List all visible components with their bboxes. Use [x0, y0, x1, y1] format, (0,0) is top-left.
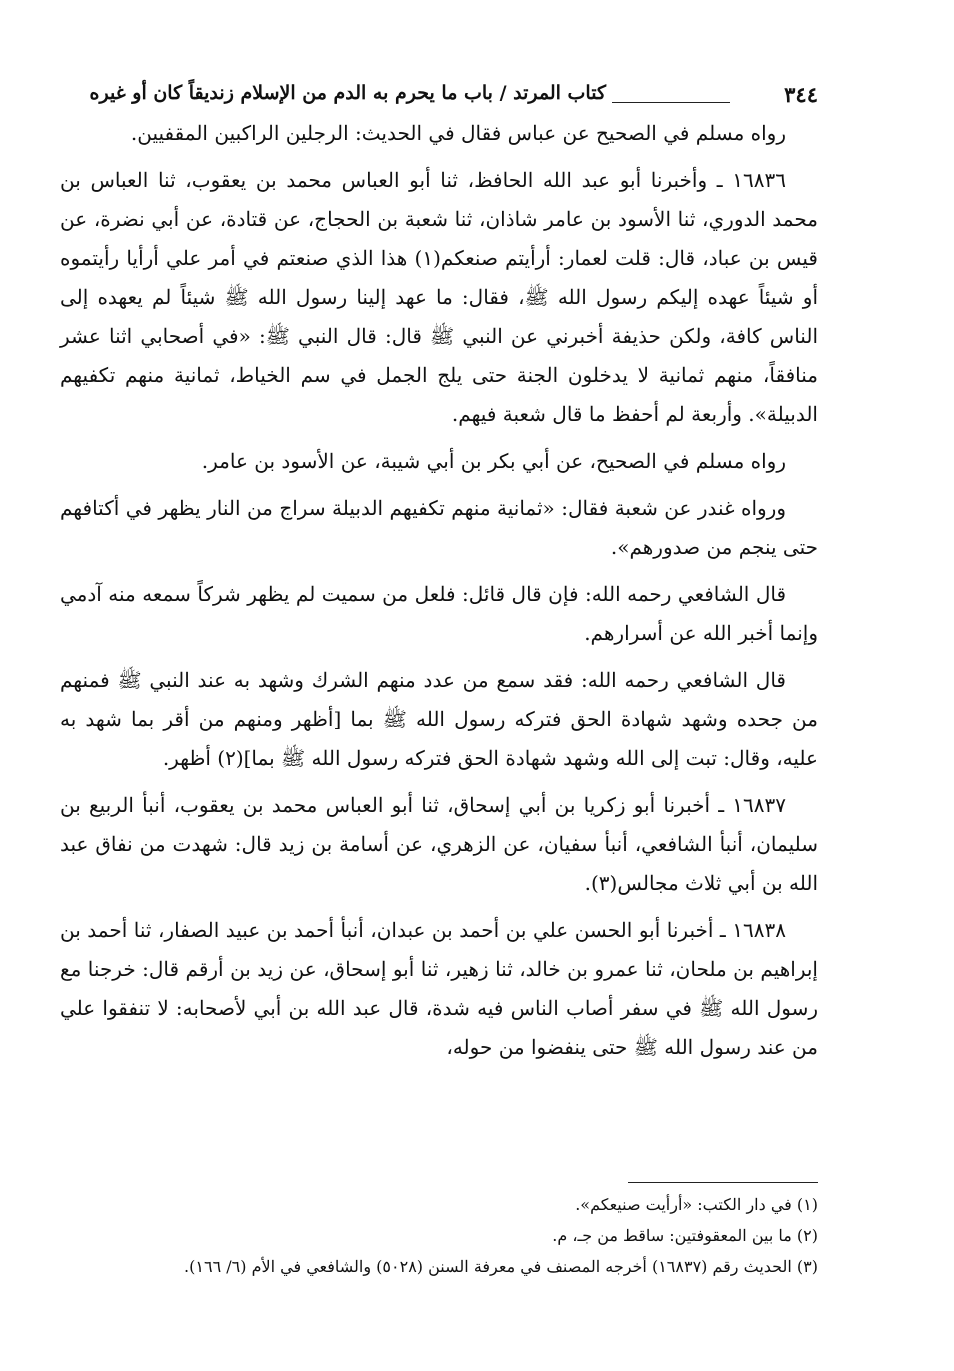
paragraph: رواه مسلم في الصحيح، عن أبي بكر بن أبي شيبة، عن الأسود بن عامر. [201, 449, 786, 473]
paragraph: رواه مسلم في الصحيح عن عباس فقال في الحديث: الرجلين الراكبين المقفيين. [130, 121, 786, 145]
paragraph: قال الشافعي رحمه الله: فقد سمع من عدد منهم الشرك وشهد به عند النبي ﷺ فمنهم من جحده وشهد شهادة الحق فتركه رسول الله ﷺ بما [أظهر ومنهم من أقر بما شهد به عليه، وقال: تبت إلى الله وشهد شهادة الحق فتركه رسول الله ﷺ بما](٢) أظهر. [60, 668, 818, 770]
hadith-16837: ١٦٨٣٧ ـ أخبرنا أبو زكريا بن أبي إسحاق، ثنا أبو العباس محمد بن يعقوب، أنبأ الربيع بن سليمان، أنبأ الشافعي، أنبأ سفيان، عن الزهري، عن أسامة بن زيد قال: شهدت من نفاق عبد الله بن أبي ثلاث مجالس(٣). [60, 793, 818, 895]
footnote: (٢) ما بين المعقوفتين: ساقط من جـ، م. [552, 1226, 818, 1245]
chapter-title: كتاب المرتد / باب ما يحرم به الدم من الإسلام زنديقاً كان أو غيره [89, 82, 606, 104]
footnotes [60, 1182, 818, 1282]
footnote-rule [628, 1182, 818, 1183]
footnote: (١) في دار الكتب: «أرأيت صنيعكم». [575, 1195, 818, 1214]
footnote: (٣) الحديث رقم (١٦٨٣٧) أخرجه المصنف في معرفة السنن (٥٠٢٨) والشافعي في الأم (٦/ ١٦٦). [184, 1257, 818, 1276]
hadith-16838: ١٦٨٣٨ ـ أخبرنا أبو الحسن علي بن أحمد بن عبدان، أنبأ أحمد بن عبيد الصفار، ثنا أحمد بن إبراهيم بن ملحان، ثنا عمرو بن خالد، ثنا زهير، ثنا أبو إسحاق، عن زيد بن أرقم قال: خرجنا مع رسول الله ﷺ في سفر أصاب الناس فيه شدة، قال عبد الله بن أبي لأصحابه: لا تنفقوا علي من عند رسول الله ﷺ حتى ينفضوا من حوله، [60, 918, 818, 1059]
main-text [60, 114, 818, 1067]
running-header [60, 70, 818, 114]
page-number: ٣٤٤ [784, 82, 818, 107]
header-rule [612, 102, 730, 103]
paragraph: ورواه غندر عن شعبة فقال: «ثمانية منهم تكفيهم الدبيلة سراج من النار يظهر في أكتافهم حتى ينجم من صدورهم». [60, 496, 818, 559]
paragraph: قال الشافعي رحمه الله: فإن قال قائل: فلعل من سميت لم يظهر شركاً سمعه منه آدمي وإنما أخبر الله عن أسرارهم. [60, 582, 818, 645]
page [60, 70, 818, 1075]
hadith-16836: ١٦٨٣٦ ـ وأخبرنا أبو عبد الله الحافظ، ثنا أبو العباس محمد بن يعقوب، ثنا العباس بن محمد الدوري، ثنا الأسود بن عامر شاذان، ثنا شعبة بن الحجاج، عن قتادة، عن أبي نضرة، عن قيس بن عباد، قال: قلت لعمار: أرأيتم صنعكم(١) هذا الذي صنعتم في أمر علي أرأيا رأيتموه أو شيئاً عهده إليكم رسول الله ﷺ، فقال: ما عهد إلينا رسول الله ﷺ شيئاً لم يعهده إلى الناس كافة، ولكن حذيفة أخبرني عن النبي ﷺ قال: قال النبي ﷺ: «في أصحابي اثنا عشر منافقاً، منهم ثمانية لا يدخلون الجنة حتى يلج الجمل في سم الخياط، ثمانية منهم تكفيهم الدبيلة». وأربعة لم أحفظ ما قال شعبة فيهم. [60, 168, 818, 426]
